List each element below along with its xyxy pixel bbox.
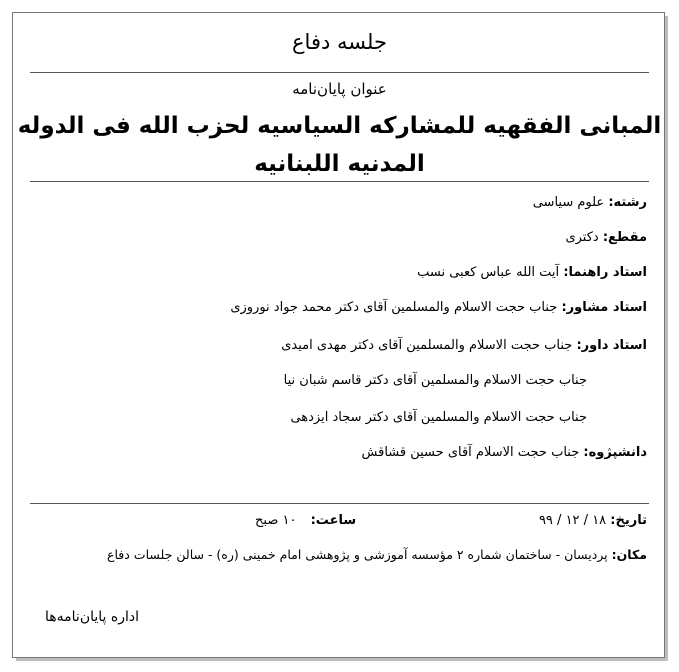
date-value: ۱۸ / ۱۲ / ۹۹ [538,513,607,528]
time-label: ساعت: [310,513,357,528]
office-signature: اداره پایان‌نامه‌ها [45,609,139,625]
thesis-heading: عنوان پایان‌نامه [292,80,387,98]
referee-row-2 [0,373,587,388]
referee-value-3: جناب حجت الاسلام والمسلمین آقای دکتر سجاد ایزدهی [290,410,587,425]
field-row [27,195,647,210]
frame-shadow-bottom [16,658,668,661]
header-divider [30,181,649,182]
field-label: رشته: [608,195,647,210]
thesis-title-line-2: المدنیه اللبنانیه [254,151,425,177]
level-label: مقطع: [602,230,647,245]
date-label: تاریخ: [610,513,647,528]
title-divider [30,72,649,73]
referee-label: استاد داور: [576,338,647,353]
level-row [27,230,647,245]
place-value: پردیسان - ساختمان شماره ۲ مؤسسه آموزشی و پژوهشی امام خمینی (ره) - سالن جلسات دفاع [107,547,608,562]
supervisor-value: آیت الله عباس کعبی نسب [417,265,560,280]
footer-divider [30,503,649,504]
time-row [255,513,356,528]
advisor-label: استاد مشاور: [561,300,647,315]
student-row [27,445,647,460]
supervisor-label: استاد راهنما: [563,265,647,280]
time-value: ۱۰ صبح [255,513,297,528]
place-label: مکان: [611,547,647,562]
field-value: علوم سیاسی [532,195,605,210]
referee-value-1: جناب حجت الاسلام والمسلمین آقای دکتر مهدی امیدی [281,338,573,353]
level-value: دکتری [565,230,599,245]
thesis-title-line-1: المبانی الفقهیه للمشارکه السیاسیه لحزب الله فی الدوله [17,113,662,139]
referee-value-2: جناب حجت الاسلام والمسلمین آقای دکتر قاسم شبان نیا [283,373,587,388]
date-row [539,513,647,528]
supervisor-row [27,265,647,280]
advisor-value: جناب حجت الاسلام والمسلمین آقای دکتر محمد جواد نوروزی [230,300,558,315]
advisor-row [27,300,647,315]
referee-row-3 [0,410,587,425]
student-value: جناب حجت الاسلام آقای حسین قشاقش [361,445,580,460]
document-title: جلسه دفاع [292,30,387,54]
referee-row-1 [27,338,647,353]
student-label: دانشپژوه: [583,445,647,460]
place-row [107,547,647,562]
